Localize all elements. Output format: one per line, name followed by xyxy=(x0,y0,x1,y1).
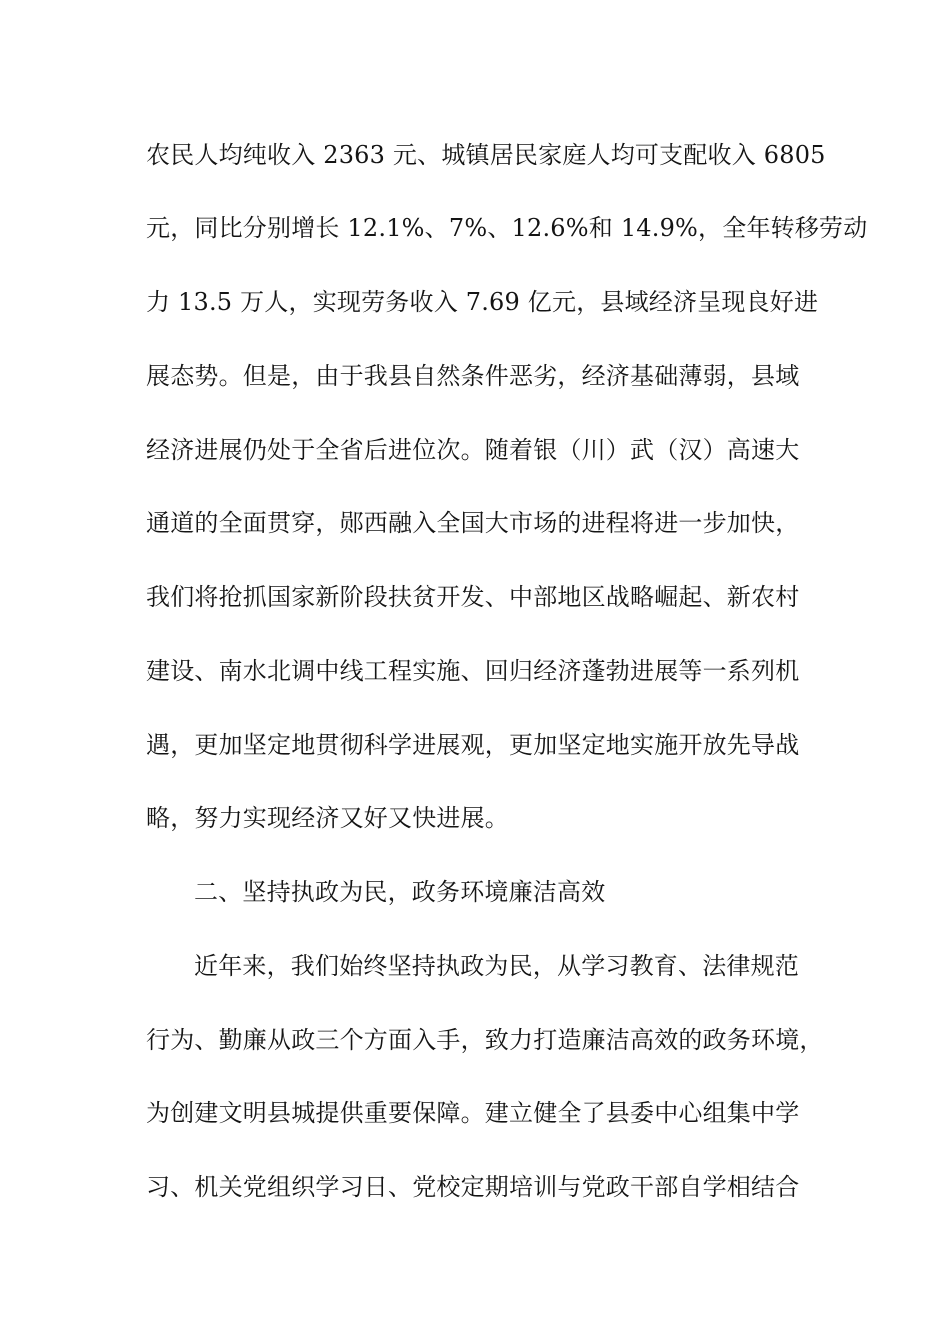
paragraph-line: 力 13.5 万人，实现劳务收入 7.69 亿元，县域经济呈现良好进 xyxy=(146,288,819,316)
paragraph-line: 为创建文明县城提供重要保障。建立健全了县委中心组集中学 xyxy=(146,1099,800,1127)
paragraph-line: 农民人均纯收入 2363 元、城镇居民家庭人均可支配收入 6805 xyxy=(146,141,826,169)
paragraph-line: 近年来，我们始终坚持执政为民，从学习教育、法律规范 xyxy=(194,952,799,980)
paragraph-line: 略，努力实现经济又好又快进展。 xyxy=(146,804,509,832)
paragraph-line: 习、机关党组织学习日、党校定期培训与党政干部自学相结合 xyxy=(146,1173,800,1201)
paragraph-line: 元，同比分别增长 12.1%、7%、12.6%和 14.9%，全年转移劳动 xyxy=(146,214,868,242)
paragraph-line: 通道的全面贯穿，郧西融入全国大市场的进程将进一步加快， xyxy=(146,509,800,537)
paragraph-line: 建设、南水北调中线工程实施、回归经济蓬勃进展等一系列机 xyxy=(146,657,800,685)
paragraph-line: 我们将抢抓国家新阶段扶贫开发、中部地区战略崛起、新农村 xyxy=(146,583,800,611)
paragraph-line: 展态势。但是，由于我县自然条件恶劣，经济基础薄弱，县域 xyxy=(146,362,800,390)
paragraph-line: 行为、勤廉从政三个方面入手，致力打造廉洁高效的政务环境， xyxy=(146,1026,824,1054)
paragraph-line: 经济进展仍处于全省后进位次。随着银（川）武（汉）高速大 xyxy=(146,436,800,464)
section-heading: 二、坚持执政为民，政务环境廉洁高效 xyxy=(194,878,606,906)
paragraph-line: 遇，更加坚定地贯彻科学进展观，更加坚定地实施开放先导战 xyxy=(146,731,800,759)
